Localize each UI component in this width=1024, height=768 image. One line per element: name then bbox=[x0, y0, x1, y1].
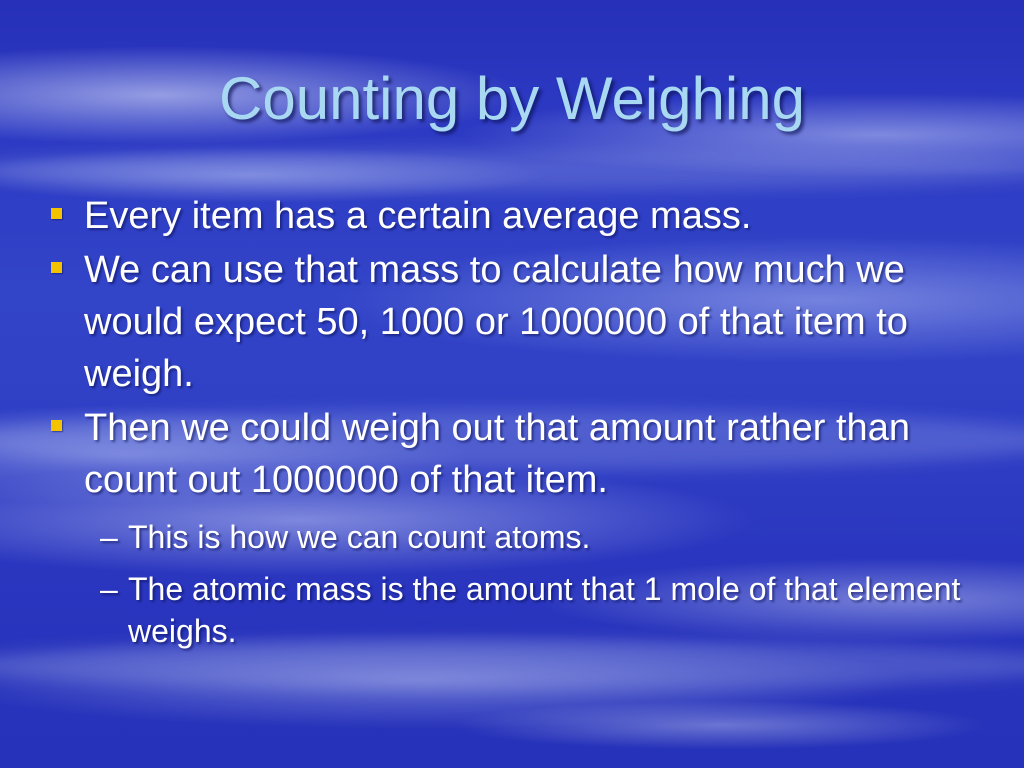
square-bullet-icon bbox=[51, 208, 62, 219]
bullet-item bbox=[48, 190, 988, 242]
dash-bullet: – bbox=[100, 571, 118, 607]
bullet-text: Then we could weigh out that amount rather than count out 1000000 of that item. bbox=[84, 407, 910, 501]
sub-bullet-text: The atomic mass is the amount that 1 mole of that element weighs. bbox=[128, 571, 961, 649]
slide-title: Counting by Weighing bbox=[219, 65, 805, 132]
slide-body bbox=[48, 190, 988, 652]
bullet-text: Every item has a certain average mass. bbox=[84, 195, 752, 237]
square-bullet-icon bbox=[51, 262, 62, 273]
bullet-item bbox=[48, 402, 988, 506]
sub-bullet-text: This is how we can count atoms. bbox=[128, 519, 591, 555]
sub-bullet-item bbox=[48, 516, 988, 558]
bullet-text: We can use that mass to calculate how much we would expect 50, 1000 or 1000000 of that item to weigh. bbox=[84, 249, 908, 395]
square-bullet-icon bbox=[51, 420, 62, 431]
bullet-item bbox=[48, 244, 988, 400]
dash-bullet: – bbox=[100, 519, 118, 555]
sub-bullet-item bbox=[48, 568, 988, 652]
cloud-band-decoration bbox=[0, 150, 1024, 190]
